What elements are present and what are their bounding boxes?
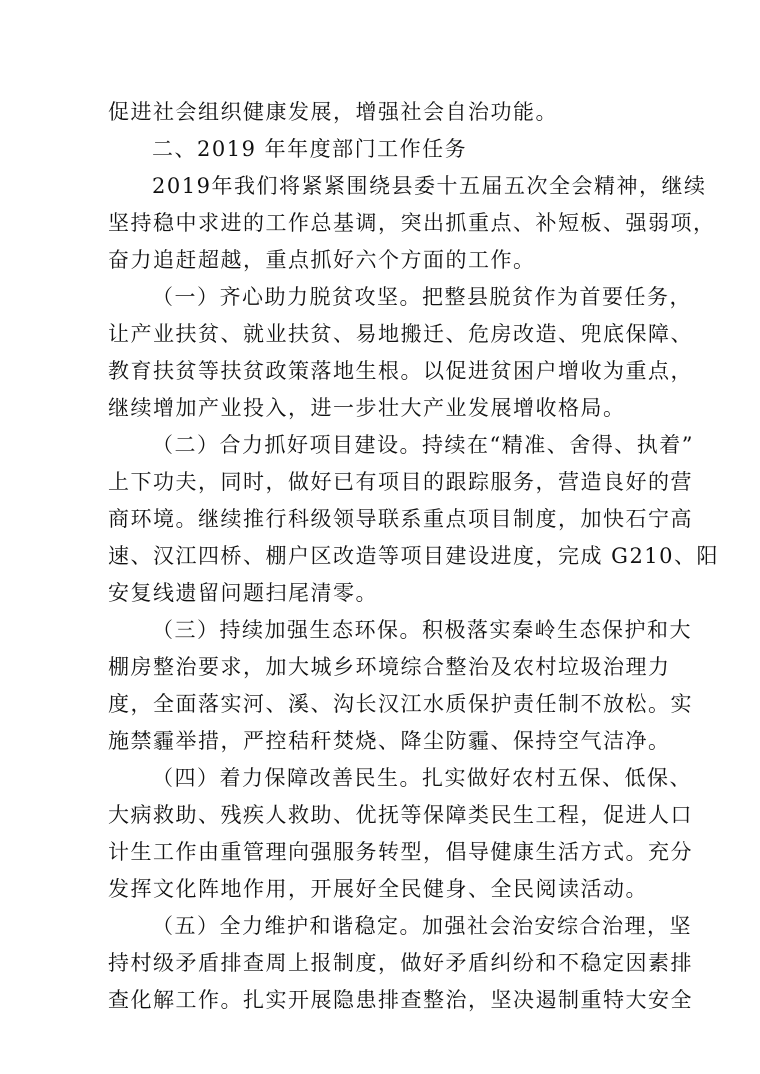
text-line: 查化解工作。扎实开展隐患排查整治，坚决遏制重特大安全 bbox=[108, 988, 693, 1012]
text-line: 2019年我们将紧紧围绕县委十五届五次全会精神，继续 bbox=[152, 174, 707, 198]
text-line: 促进社会组织健康发展，增强社会自治功能。 bbox=[108, 100, 558, 124]
text-line: 速、汉江四桥、棚户区改造等项目建设进度，完成 G210、阳 bbox=[108, 544, 720, 568]
text-line: 持村级矛盾排查周上报制度，做好矛盾纠纷和不稳定因素排 bbox=[108, 951, 693, 975]
text-line: 安复线遗留问题扫尾清零。 bbox=[108, 581, 378, 605]
document-page bbox=[108, 94, 720, 1019]
text-line: （一）齐心助力脱贫攻坚。把整县脱贫作为首要任务， bbox=[152, 285, 692, 309]
text-line: （四）着力保障改善民生。扎实做好农村五保、低保、 bbox=[152, 766, 692, 790]
text-line: 教育扶贫等扶贫政策落地生根。以促进贫困户增收为重点， bbox=[108, 359, 693, 383]
text-line: 坚持稳中求进的工作总基调，突出抓重点、补短板、强弱项， bbox=[108, 211, 716, 235]
text-line: 奋力追赶超越，重点抓好六个方面的工作。 bbox=[108, 248, 536, 272]
text-line: 发挥文化阵地作用，开展好全民健身、全民阅读活动。 bbox=[108, 877, 648, 901]
text-line: （二）合力抓好项目建设。持续在“精准、舍得、执着” bbox=[152, 433, 694, 457]
text-line: （三）持续加强生态环保。积极落实秦岭生态保护和大 bbox=[152, 618, 692, 642]
text-line: 度，全面落实河、溪、沟长汉江水质保护责任制不放松。实 bbox=[108, 692, 693, 716]
text-line: 计生工作由重管理向强服务转型，倡导健康生活方式。充分 bbox=[108, 840, 693, 864]
text-line: （五）全力维护和谐稳定。加强社会治安综合治理，坚 bbox=[152, 914, 692, 938]
text-line: 施禁霾举措，严控秸秆焚烧、降尘防霾、保持空气洁净。 bbox=[108, 729, 671, 753]
text-line: 继续增加产业投入，进一步壮大产业发展增收格局。 bbox=[108, 396, 626, 420]
section-heading: 二、2019 年年度部门工作任务 bbox=[152, 137, 468, 161]
text-line: 大病救助、残疾人救助、优抚等保障类民生工程，促进人口 bbox=[108, 803, 693, 827]
text-line: 商环境。继续推行科级领导联系重点项目制度，加快石宁高 bbox=[108, 507, 693, 531]
text-line: 让产业扶贫、就业扶贫、易地搬迁、危房改造、兜底保障、 bbox=[108, 322, 693, 346]
text-line: 棚房整治要求，加大城乡环境综合整治及农村垃圾治理力 bbox=[108, 655, 671, 679]
text-line: 上下功夫，同时，做好已有项目的跟踪服务，营造良好的营 bbox=[108, 470, 693, 494]
